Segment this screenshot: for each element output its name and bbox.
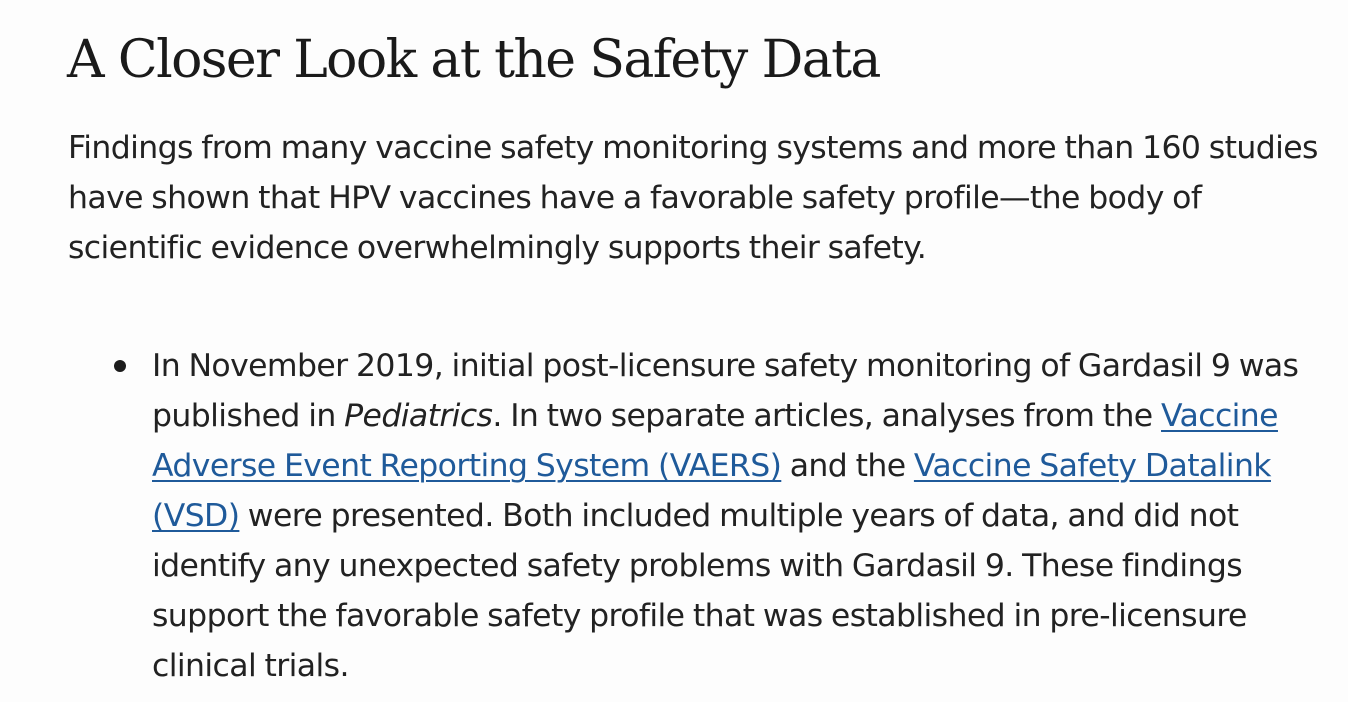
findings-list [110,341,1310,691]
bullet-text: . In two separate articles, analyses from the [492,398,1162,434]
intro-paragraph: Findings from many vaccine safety monitoring systems and more than 160 studies have shown that HPV vaccines have a favorable safety profile—the body of scientific evidence overwhelmingly supports their safety. [68,130,1318,266]
bullet-text: In November 2019, initial post-licensure safety monitoring of Gardasil 9 was published in [152,348,1299,434]
vsd-link[interactable]: Vaccine Safety Datalink (VSD) [152,448,1271,534]
vaers-link[interactable]: Vaccine Adverse Event Reporting System (VAERS) [152,398,1278,484]
journal-name: Pediatrics [344,398,493,434]
bullet-text: were presented. Both included multiple years of data, and did not identify any unexpected safety problems with Gardasil 9. These findings support the favorable safety profile that was established in pre-licensure clinical trials. [152,498,1247,684]
list-item [110,341,1310,691]
bullet-icon [114,360,126,372]
page-title: A Closer Look at the Safety Data [67,30,880,90]
bullet-text: and the [781,448,914,484]
